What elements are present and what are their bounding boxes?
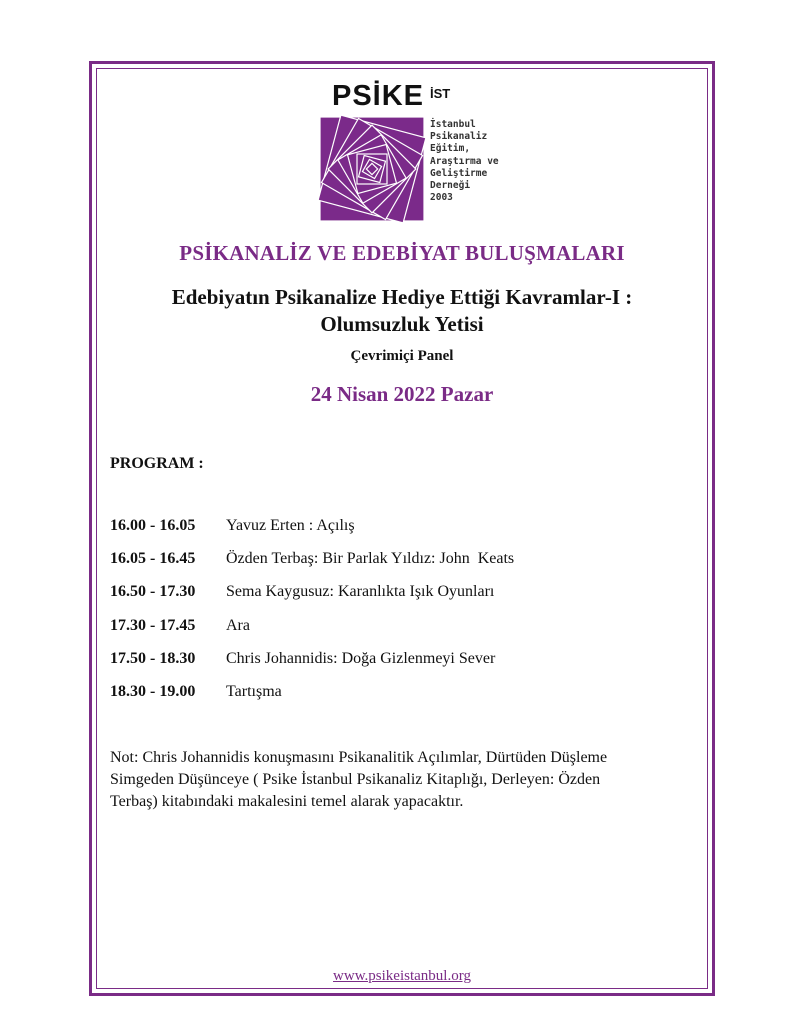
program-schedule [110,517,700,716]
logo-org-line: Araştırma ve [430,155,499,167]
schedule-time: 17.30 - 17.45 [110,616,196,634]
schedule-time: 17.50 - 18.30 [110,649,196,667]
website-link[interactable]: www.psikeistanbul.org [333,968,471,984]
logo-org-name [430,119,525,204]
logo-org-line: 2003 [430,192,453,204]
logo-org-line: Derneği [430,180,471,192]
note-paragraph [110,747,695,813]
schedule-time: 16.05 - 16.45 [110,550,196,568]
schedule-time: 18.30 - 19.00 [110,682,196,700]
schedule-desc: Özden Terbaş: Bir Parlak Yıldız: John Keats [226,550,515,568]
note-line: Simgeden Düşünceye ( Psike İstanbul Psikanaliz Kitaplığı, Derleyen: Özden [110,771,601,788]
schedule-row [110,650,700,683]
series-title: PSİKANALİZ VE EDEBİYAT BULUŞMALARI [179,241,625,265]
logo-superscript: İST [430,86,451,101]
logo-org-line: Eğitim, [430,143,471,155]
event-title [96,284,708,338]
event-format: Çevrimiçi Panel [350,348,454,364]
schedule-desc: Ara [226,616,250,634]
logo-org-line: Geliştirme [430,167,488,179]
schedule-desc: Yavuz Erten : Açılış [226,517,355,534]
schedule-row [110,683,700,716]
schedule-row [110,583,700,616]
event-title-line2: Olumsuzluk Yetisi [320,312,484,336]
schedule-row [110,617,700,650]
logo-wordmark: PSİKE [332,80,425,112]
schedule-time: 16.50 - 17.30 [110,583,196,601]
event-date: 24 Nisan 2022 Pazar [310,382,494,406]
spiral-logo-icon [318,114,426,224]
schedule-row [110,517,700,550]
schedule-row [110,550,700,583]
program-label: PROGRAM : [110,455,204,472]
note-line: Terbaş) kitabındaki makalesini temel alarak yapacaktır. [110,793,464,810]
schedule-time: 16.00 - 16.05 [110,517,196,534]
event-title-line1: Edebiyatın Psikanalize Hediye Ettiği Kavramlar-I : [171,285,633,309]
schedule-desc: Tartışma [226,682,282,700]
logo-org-line: İstanbul [430,119,476,130]
note-line: Not: Chris Johannidis konuşmasını Psikanalitik Açılımlar, Dürtüden Düşleme [110,749,608,766]
schedule-desc: Chris Johannidis: Doğa Gizlenmeyi Sever [226,649,496,667]
logo-org-line: Psikanaliz [430,131,488,143]
schedule-desc: Sema Kaygusuz: Karanlıkta Işık Oyunları [226,583,495,601]
